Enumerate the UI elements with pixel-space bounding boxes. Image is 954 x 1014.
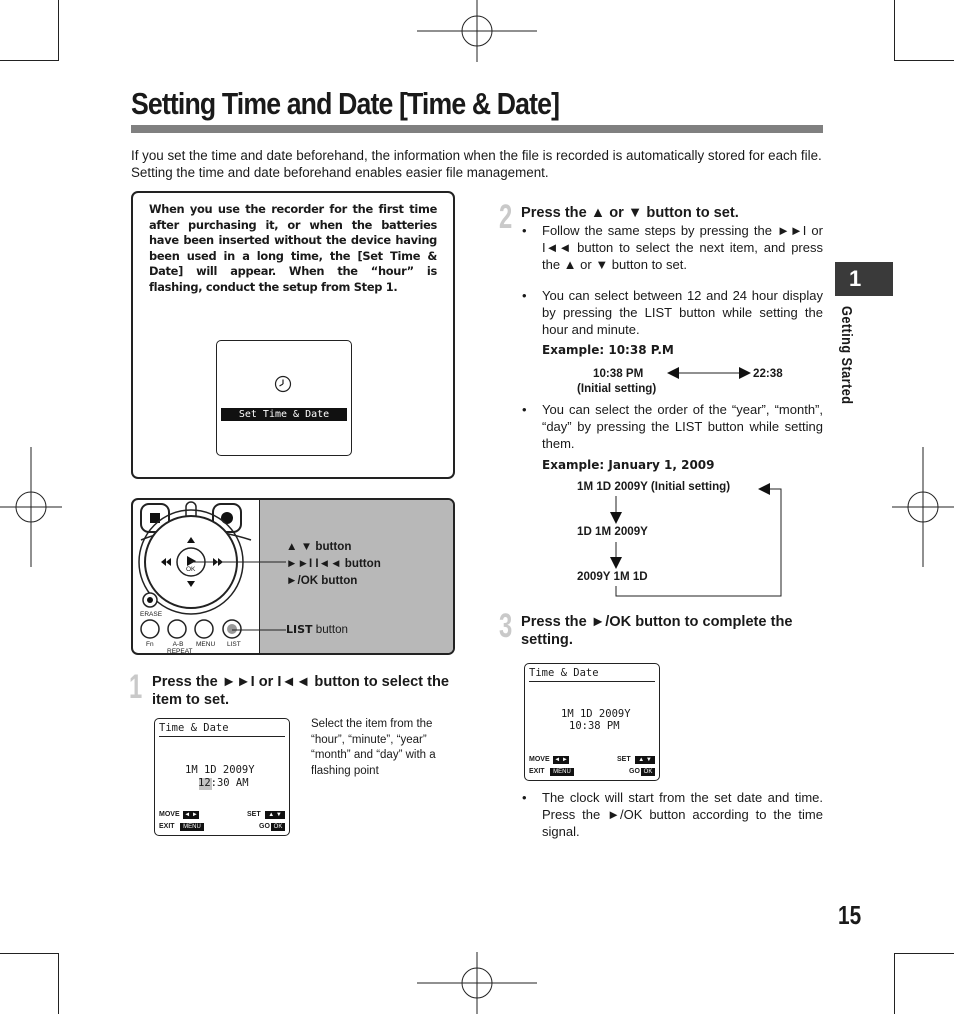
order-cycle-arrows <box>600 480 786 600</box>
go-label: GO <box>629 768 640 775</box>
exit-menu-key: MENU <box>180 823 204 831</box>
exit-menu-key: MENU <box>550 768 574 776</box>
chapter-tab: 1 <box>835 262 893 296</box>
step-1-number: 1 <box>129 668 143 706</box>
step-3-screen <box>524 663 660 781</box>
crop-mark <box>58 0 59 60</box>
screen-title-rule <box>529 681 655 682</box>
bullet-1-content: You can select between 12 and 24 hour display by pressing the LIST button while setting the hour and minute. <box>542 288 823 337</box>
menu-key-label: MENU <box>196 641 216 648</box>
double-arrow-icon <box>667 366 751 380</box>
crop-mark <box>0 60 59 61</box>
list-key-label: LIST <box>227 641 241 648</box>
set-label: SET <box>617 756 631 763</box>
step-2-heading: Press the ▲ or ▼ button to set. <box>521 205 739 221</box>
go-ok-key: OK <box>641 768 655 776</box>
screen-date: 1M 1D 2009Y <box>185 764 255 776</box>
example-1-right: 22:38 <box>753 367 783 380</box>
screen-title: Time & Date <box>159 722 229 734</box>
screen-date: 1M 1D 2009Y <box>561 708 631 720</box>
set-time-label: Set Time & Date <box>221 408 347 421</box>
go-label: GO <box>259 823 270 830</box>
bullet-2-content: You can select the order of the “year”, “month”, “day” by pressing the LIST button while setting them. <box>542 402 823 451</box>
step-3-bullet <box>522 789 823 840</box>
example-1-initial: (Initial setting) <box>577 382 657 395</box>
set-time-screen <box>216 340 352 456</box>
page-title: Setting Time and Date [Time & Date] <box>131 86 560 121</box>
step-1-heading: Press the ►►I or I◄◄ button to select the item to set. <box>152 674 449 708</box>
move-label: MOVE <box>159 811 180 818</box>
crop-mark <box>0 953 59 954</box>
list-button-label <box>286 623 348 636</box>
screen-time: 10:38 PM <box>569 720 620 732</box>
callout-lines <box>190 540 290 640</box>
play-ok-button-label: ►/OK button <box>286 574 358 587</box>
bullet-dot: • <box>522 288 527 303</box>
ab-repeat-key-label: A-B REPEAT <box>167 641 193 655</box>
step-3-number: 3 <box>499 607 513 645</box>
go-ok-key: OK <box>271 823 285 831</box>
bullet-dot: • <box>522 402 527 417</box>
step-1-screen <box>154 718 290 836</box>
example-1-title: Example: 10:38 P.M <box>542 343 674 357</box>
exit-label: EXIT <box>159 823 175 830</box>
registration-mark-left <box>0 447 62 567</box>
step-2-text <box>522 222 823 273</box>
crop-mark <box>894 0 895 60</box>
move-label: MOVE <box>529 756 550 763</box>
first-use-note: When you use the recorder for the first time after purchasing it, or when the batteries have been inserted without the device having been used in a long time, the [Set Time & Date] will appear. When the “hour” is flashing, conduct the setup from Step 1. <box>149 202 437 294</box>
chapter-side-label: Getting Started <box>838 306 855 405</box>
updown-button-label: ▲ ▼ button <box>286 540 352 553</box>
step-3-bullet-content: The clock will start from the set date and time. Press the ►/OK button according to the time signal. <box>542 790 823 839</box>
crop-mark <box>894 60 954 61</box>
fn-key-label: Fn <box>146 641 154 648</box>
order-2: 1D 1M 2009Y <box>577 525 648 538</box>
set-label: SET <box>247 811 261 818</box>
skip-button-label: ►►I I◄◄ button <box>286 557 381 570</box>
title-underline <box>131 125 823 133</box>
step-2-text-content: Follow the same steps by pressing the ►►I or I◄◄ button to select the next item, and press the ▲ or ▼ button to set. <box>542 223 823 272</box>
order-3: 2009Y 1M 1D <box>577 570 648 583</box>
example-2-title: Example: January 1, 2009 <box>542 458 715 472</box>
exit-label: EXIT <box>529 768 545 775</box>
crop-mark <box>58 954 59 1014</box>
bullet-dot: • <box>522 790 527 805</box>
crop-mark <box>894 954 895 1014</box>
registration-mark-bottom <box>417 952 537 1014</box>
flash-indicator <box>199 778 212 790</box>
example-1-left: 10:38 PM <box>593 367 644 380</box>
bullet-dot: • <box>522 223 527 238</box>
screen-title-rule <box>159 736 285 737</box>
erase-key-label: ERASE <box>140 611 163 618</box>
step-2-number: 2 <box>499 198 513 236</box>
move-arrows-icon: ◄ ► <box>554 757 568 763</box>
clock-icon <box>274 375 292 393</box>
ok-key-label: OK <box>186 566 196 573</box>
step-2-bullet-1 <box>522 287 823 338</box>
list-key-text: LIST <box>286 623 313 636</box>
step-2-bullet-2 <box>522 401 823 452</box>
registration-mark-right <box>892 447 954 567</box>
page-number: 15 <box>838 900 862 930</box>
order-1: 1M 1D 2009Y (Initial setting) <box>577 480 731 493</box>
registration-mark-top <box>417 0 537 62</box>
screen-time-flashing: 12:30 AM <box>198 777 249 789</box>
step-3-heading: Press the ►/OK button to complete the setting. <box>521 614 793 648</box>
set-arrows-icon: ▲ ▼ <box>265 811 285 819</box>
crop-mark <box>894 953 954 954</box>
screen-title: Time & Date <box>529 667 599 679</box>
intro-paragraph: If you set the time and date beforehand, the information when the file is recorded is automatically stored for each file. Setting the time and date beforehand enables easier file management. <box>131 148 822 180</box>
list-button-suffix: button <box>312 623 348 636</box>
step-1-description: Select the item from the “hour”, “minute”, “year” “month” and “day” with a flashing point <box>311 718 436 777</box>
set-arrows-icon: ▲ ▼ <box>635 756 655 764</box>
move-arrows-icon: ◄ ► <box>184 812 198 818</box>
